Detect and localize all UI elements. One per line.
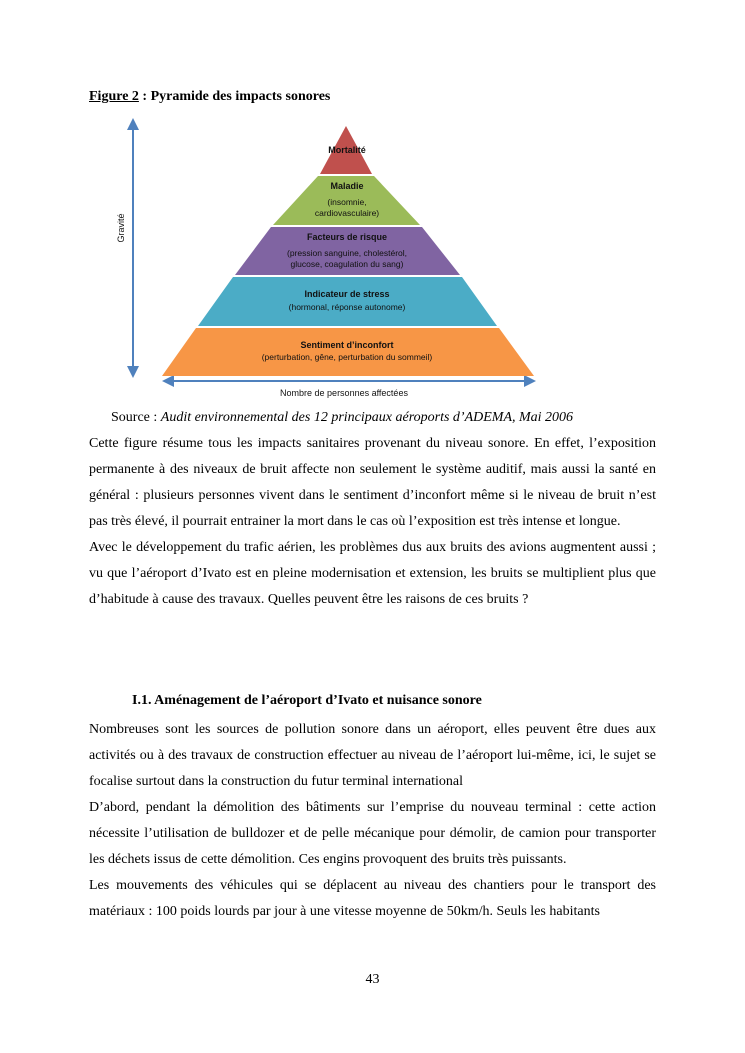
level-detail-2a: (pression sanguine, cholestérol, (286, 248, 408, 258)
paragraph: D’abord, pendant la démolition des bâtiments sur l’emprise du nouveau terminal : cette action nécessite l’utilisation de bulldozer et de pelle mécanique pour démolir, de camion pour transporter les déchets issus de cette démolition. Ces engins provoquent des bruits très puissants. (89, 800, 656, 867)
paragraph: Cette figure résume tous les impacts sanitaires provenant du niveau sonore. En effet, l’exposition permanente à des niveaux de bruit affecte non seulement le système auditif, mais aussi la santé en général : plusieurs personnes vivent dans le sentiment d’inconfort même si le niveau de bruit n’est pas très élevé, il pourrait entrainer la mort dans le cas où l’exposition est très intense et longue. (89, 436, 656, 529)
level-detail-1a: (insomnie, (327, 197, 367, 207)
figure-label: Figure 2 (89, 89, 139, 104)
figure-title: : Pyramide des impacts sonores (138, 89, 331, 104)
level-detail-4a: (perturbation, gêne, perturbation du sommeil) (261, 352, 433, 362)
body-section-1 (89, 431, 656, 613)
page-number: 43 (365, 972, 380, 987)
level-title-1: Maladie (330, 181, 364, 191)
level-title-4: Sentiment d’inconfort (300, 340, 394, 350)
y-axis-label: Gravité (116, 213, 126, 243)
paragraph: Avec le développement du trafic aérien, les problèmes dus aux bruits des avions augmentent aussi ; vu que l’aéroport d’Ivato est en pleine modernisation et extension, les bruits se multiplient plus que d’habitude à cause des travaux. Quelles peuvent être les raisons de ces bruits ? (89, 540, 656, 607)
paragraph: Nombreuses sont les sources de pollution sonore dans un aéroport, elles peuvent être dues aux activités ou à des travaux de construction effectuer au niveau de l’aéroport lui-même, ici, le sujet se focalise surtout dans la construction du futur terminal international (89, 722, 656, 789)
section-heading: I.1. Aménagement de l’aéroport d’Ivato et nuisance sonore (132, 693, 482, 708)
paragraph: Les mouvements des véhicules qui se déplacent au niveau des chantiers pour le transport des matériaux : 100 poids lourds par jour à une vitesse moyenne de 50km/h. Seuls les habitants (89, 878, 656, 919)
level-title-0: Mortalité (328, 145, 366, 155)
figure-source (111, 410, 573, 426)
level-title-3: Indicateur de stress (304, 289, 390, 299)
source-prefix: Source : (111, 410, 161, 425)
level-detail-2b: glucose, coagulation du sang) (290, 259, 404, 269)
body-section-2 (89, 717, 656, 925)
source-text: Audit environnemental des 12 principaux aéroports d’ADEMA, Mai 2006 (160, 410, 574, 425)
x-axis-label: Nombre de personnes affectées (280, 388, 408, 398)
level-title-2: Facteurs de risque (306, 232, 388, 242)
impact-pyramid-diagram (0, 0, 745, 420)
level-detail-3a: (hormonal, réponse autonome) (288, 302, 406, 312)
level-detail-1b: cardiovasculaire) (314, 208, 380, 218)
